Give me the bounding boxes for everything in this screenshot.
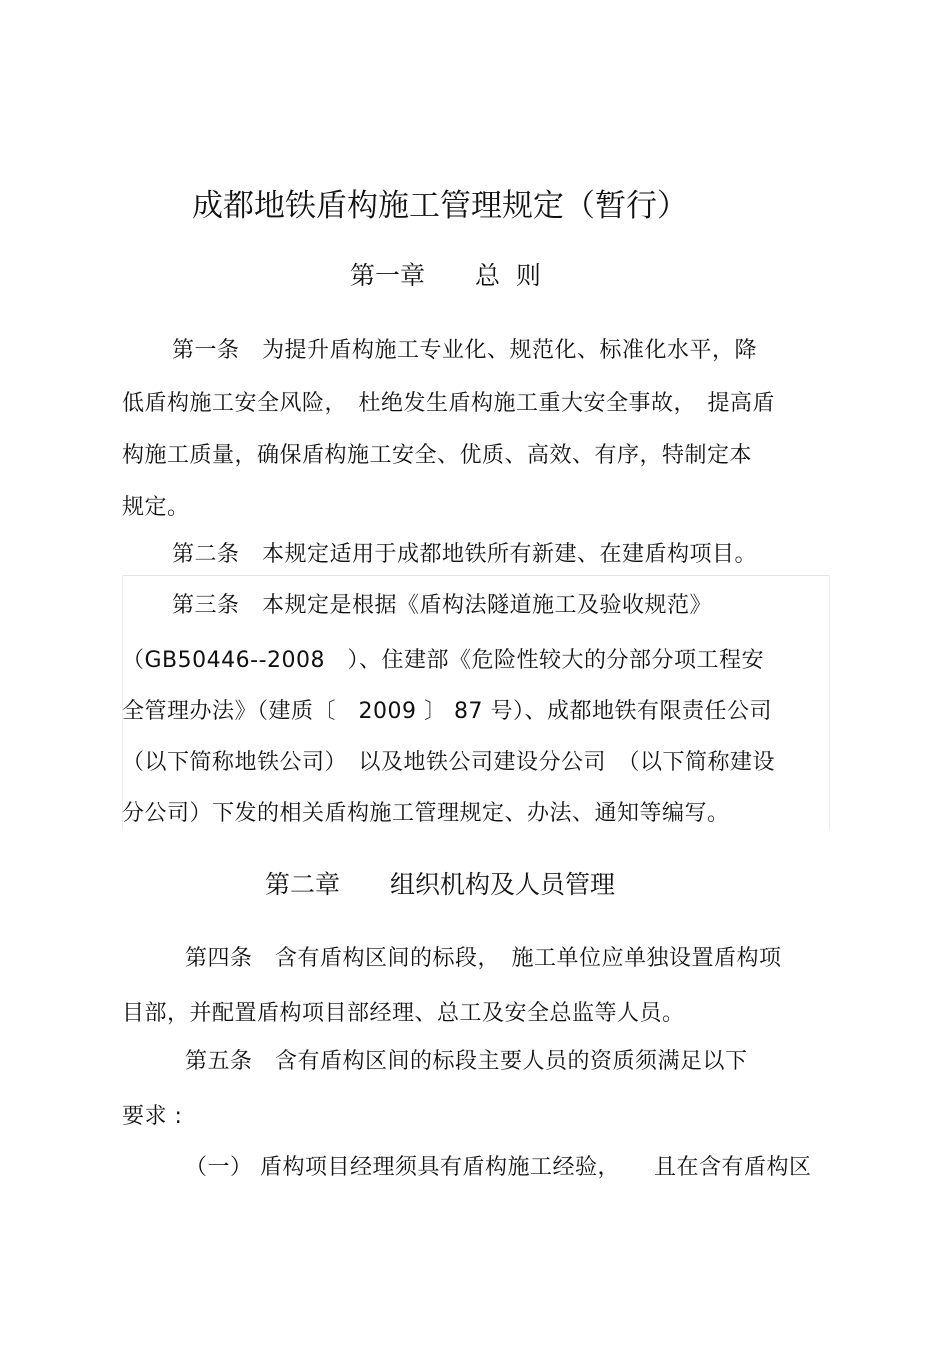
article-3-line-2: （GB50446--2008 ）、住建部《危险性较大的分部分项工程安	[122, 648, 764, 673]
article-3-line-5: 分公司）下发的相关盾构施工管理规定、办法、通知等编写。	[122, 801, 730, 826]
article-5-item-1: （一） 盾构项目经理须具有盾构施工经验， 且在含有盾构区	[185, 1155, 812, 1180]
chapter-1-heading: 第一章 总 则	[350, 261, 541, 290]
article-3-line-3: 全管理办法》（建质〔 2009 〕 87 号）、成都地铁有限责任公司	[122, 699, 772, 724]
article-3-line-1: 第三条 本规定是根据《盾构法隧道施工及验收规范》	[172, 593, 713, 618]
article-2-line-1: 第二条 本规定适用于成都地铁所有新建、在建盾构项目。	[172, 542, 758, 567]
article-1-line-3: 构施工质量，确保盾构施工安全、优质、高效、有序，特制定本	[122, 443, 753, 468]
article-1-line-4: 规定。	[122, 495, 190, 520]
chapter-2-heading: 第二章 组织机构及人员管理	[265, 870, 616, 899]
article-4-line-2: 目部，并配置盾构项目部经理、总工及安全总监等人员。	[122, 1001, 685, 1026]
article-5-line-2: 要求 :	[122, 1104, 183, 1129]
document-title: 成都地铁盾构施工管理规定（暂行）	[192, 188, 688, 224]
article-1-line-2: 低盾构施工安全风险， 杜绝发生盾构施工重大安全事故， 提高盾	[122, 391, 776, 416]
article-3-line-4: （以下简称地铁公司） 以及地铁公司建设分公司 （以下简称建设	[122, 750, 776, 775]
article-4-line-1: 第四条 含有盾构区间的标段， 施工单位应单独设置盾构项	[185, 946, 782, 971]
article-1-line-1: 第一条 为提升盾构施工专业化、规范化、标准化水平，降	[172, 338, 758, 363]
article-5-line-1: 第五条 含有盾构区间的标段主要人员的资质须满足以下	[185, 1049, 748, 1074]
